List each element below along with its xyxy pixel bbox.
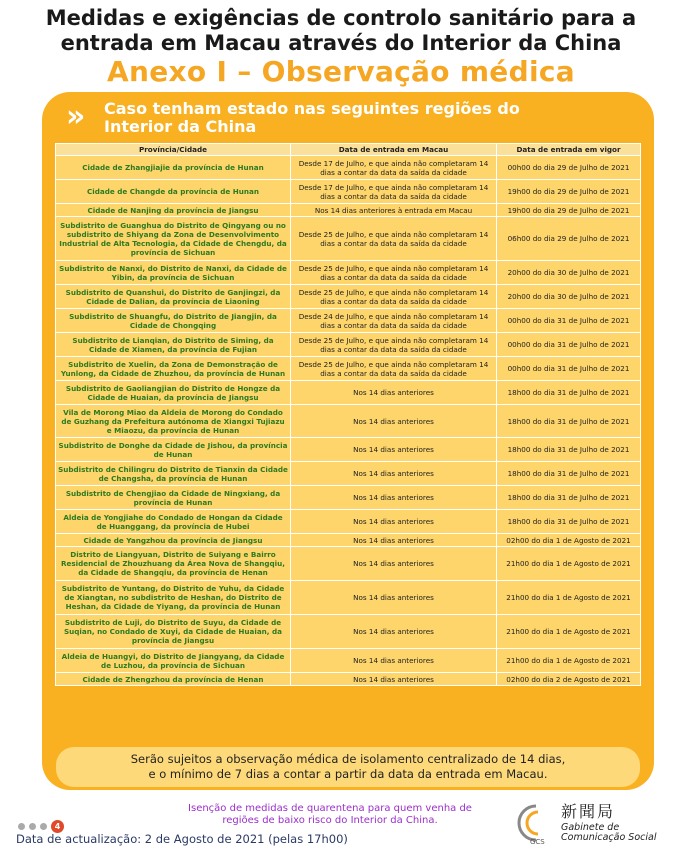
- table-row: [56, 285, 641, 309]
- table-row: [56, 462, 641, 486]
- cell-entry-date: Nos 14 dias anteriores: [291, 615, 497, 649]
- cell-province: Aldeia de Yongjiahe do Condado de Hongan da Cidade de Huanggang, da província de Hubei: [56, 510, 291, 534]
- cell-entry-date: Nos 14 dias anteriores: [291, 438, 497, 462]
- cell-effective-date: 20h00 do dia 30 de Julho de 2021: [497, 285, 641, 309]
- logo-portuguese-name: [561, 823, 656, 843]
- table-row: [56, 217, 641, 261]
- table-row: [56, 333, 641, 357]
- table-row: [56, 381, 641, 405]
- table-row: [56, 438, 641, 462]
- cell-entry-date: Desde 25 de Julho, e que ainda não completaram 14 dias a contar da data da saída da cidade: [291, 357, 497, 381]
- region-heading: [104, 100, 544, 136]
- table-row: [56, 649, 641, 673]
- cell-effective-date: 21h00 do dia 1 de Agosto de 2021: [497, 615, 641, 649]
- cell-effective-date: 02h00 do dia 2 de Agosto de 2021: [497, 673, 641, 686]
- cell-effective-date: 18h00 do dia 31 de Julho de 2021: [497, 405, 641, 438]
- table-row: [56, 261, 641, 285]
- cell-effective-date: 00h00 do dia 31 de Julho de 2021: [497, 333, 641, 357]
- cell-effective-date: 21h00 do dia 1 de Agosto de 2021: [497, 547, 641, 581]
- logo-portuguese-line-2: Comunicação Social: [561, 832, 657, 843]
- table-row: [56, 486, 641, 510]
- cell-province: Distrito de Liangyuan, Distrito de Suiyang e Bairro Residencial de Zhouzhuang da Área Nova de Shangqiu, da Cidade de Shangqiu, da província de Henan: [56, 547, 291, 581]
- cell-province: Subdistrito de Yuntang, do Distrito de Yuhu, da Cidade de Xiangtan, no subdistrito de Heshan, do Distrito de Heshan, da Cidade de Yiyang, da província de Hunan: [56, 581, 291, 615]
- exemption-link[interactable]: [150, 803, 510, 827]
- cell-province: Subdistrito de Lianqian, do Distrito de Siming, da Cidade de Xiamen, da província de Fujian: [56, 333, 291, 357]
- cell-effective-date: 00h00 do dia 31 de Julho de 2021: [497, 309, 641, 333]
- table-row: [56, 673, 641, 686]
- cell-province: Subdistrito de Quanshui, do Distrito de Ganjingzi, da Cidade de Dalian, da província de Liaoning: [56, 285, 291, 309]
- cell-effective-date: 00h00 do dia 29 de Julho de 2021: [497, 156, 641, 180]
- isolation-note: [56, 747, 640, 787]
- cell-entry-date: Nos 14 dias anteriores: [291, 649, 497, 673]
- cell-province: Subdistrito de Xuelin, da Zona de Demonstração de Yunlong, da Cidade de Zhuzhou, da província de Hunan: [56, 357, 291, 381]
- region-heading-line-2: Interior da China: [104, 117, 257, 136]
- regions-table: [55, 143, 641, 686]
- title-line-1: Medidas e exigências de controlo sanitário para a: [45, 6, 637, 30]
- logo-portuguese-line-1: Gabinete de: [561, 822, 620, 833]
- cell-entry-date: Desde 24 de Julho, e que ainda não completaram 14 dias a contar da data da saída da cidade: [291, 309, 497, 333]
- cell-province: Subdistrito de Chengjiao da Cidade de Ningxiang, da província de Hunan: [56, 486, 291, 510]
- table-row: [56, 204, 641, 217]
- logo-chinese-name: 新聞局: [561, 802, 616, 821]
- exemption-line-1: Isenção de medidas de quarentena para quem venha de: [188, 803, 472, 814]
- page-indicator: [18, 816, 68, 831]
- table-row: [56, 534, 641, 547]
- current-page-dot[interactable]: 4: [51, 820, 64, 833]
- table-row: [56, 156, 641, 180]
- table-row: [56, 581, 641, 615]
- page-title: [0, 6, 682, 56]
- column-header-entry-date: Data de entrada em Macau: [291, 144, 497, 156]
- title-line-2: entrada em Macau através do Interior da China: [60, 31, 622, 55]
- column-header-effective-date: Data de entrada em vigor: [497, 144, 641, 156]
- cell-entry-date: Nos 14 dias anteriores: [291, 381, 497, 405]
- cell-effective-date: 21h00 do dia 1 de Agosto de 2021: [497, 649, 641, 673]
- cell-province: Subdistrito de Guanghua do Distrito de Qingyang ou no subdistrito de Shiyang da Zona de Desenvolvimento Industrial de Alta Tecnologia, da Cidade de Chengdu, da província de Sichuan: [56, 217, 291, 261]
- page-dot[interactable]: [29, 823, 36, 830]
- cell-effective-date: 02h00 do dia 1 de Agosto de 2021: [497, 534, 641, 547]
- page-dot[interactable]: [18, 823, 25, 830]
- table-row: [56, 547, 641, 581]
- cell-effective-date: 21h00 do dia 1 de Agosto de 2021: [497, 581, 641, 615]
- cell-effective-date: 18h00 do dia 31 de Julho de 2021: [497, 510, 641, 534]
- cell-effective-date: 18h00 do dia 31 de Julho de 2021: [497, 438, 641, 462]
- cell-entry-date: Nos 14 dias anteriores: [291, 581, 497, 615]
- cell-entry-date: Nos 14 dias anteriores: [291, 486, 497, 510]
- cell-entry-date: Desde 17 de Julho, e que ainda não completaram 14 dias a contar da data da saída da cidade: [291, 180, 497, 204]
- update-date: Data de actualização: 2 de Agosto de 2021 (pelas 17h00): [16, 832, 348, 846]
- table-row: [56, 180, 641, 204]
- table-row: [56, 309, 641, 333]
- cell-effective-date: 20h00 do dia 30 de Julho de 2021: [497, 261, 641, 285]
- cell-province: Subdistrito de Nanxi, do Distrito de Nanxi, da Cidade de Yibin, da província de Sichuan: [56, 261, 291, 285]
- cell-effective-date: 06h00 do dia 29 de Julho de 2021: [497, 217, 641, 261]
- page-dot[interactable]: [40, 823, 47, 830]
- isolation-note-line-1: Serão sujeitos a observação médica de isolamento centralizado de 14 dias,: [130, 752, 566, 766]
- table-row: [56, 357, 641, 381]
- cell-province: Cidade de Nanjing da província de Jiangsu: [56, 204, 291, 217]
- cell-province: Subdistrito de Donghe da Cidade de Jishou, da província de Hunan: [56, 438, 291, 462]
- cell-effective-date: 18h00 do dia 31 de Julho de 2021: [497, 486, 641, 510]
- cell-province: Subdistrito de Gaoliangjian do Distrito de Hongze da Cidade de Huaian, da província de Jiangsu: [56, 381, 291, 405]
- cell-province: Subdistrito de Shuangfu, do Distrito de Jiangjin, da Cidade de Chongqing: [56, 309, 291, 333]
- cell-entry-date: Desde 25 de Julho, e que ainda não completaram 14 dias a contar da data da saída da cidade: [291, 261, 497, 285]
- column-header-province: Província/Cidade: [56, 144, 291, 156]
- chevron-right-icon: »: [66, 99, 78, 134]
- cell-effective-date: 18h00 do dia 31 de Julho de 2021: [497, 462, 641, 486]
- cell-province: Cidade de Zhangjiajie da província de Hunan: [56, 156, 291, 180]
- table-header-row: [56, 144, 641, 156]
- cell-entry-date: Nos 14 dias anteriores: [291, 534, 497, 547]
- cell-entry-date: Desde 25 de Julho, e que ainda não completaram 14 dias a contar da data da saída da cidade: [291, 333, 497, 357]
- cell-entry-date: Nos 14 dias anteriores: [291, 673, 497, 686]
- table-row: [56, 615, 641, 649]
- isolation-note-line-2: e o mínimo de 7 dias a contar a partir da data da entrada em Macau.: [148, 767, 548, 781]
- cell-entry-date: Nos 14 dias anteriores: [291, 462, 497, 486]
- logo-mark-text: GCS: [530, 838, 545, 846]
- cell-entry-date: Nos 14 dias anteriores: [291, 547, 497, 581]
- cell-province: Cidade de Zhengzhou da província de Henan: [56, 673, 291, 686]
- cell-entry-date: Nos 14 dias anteriores à entrada em Macau: [291, 204, 497, 217]
- annex-heading: Anexo I – Observação médica: [107, 55, 575, 88]
- table-row: [56, 405, 641, 438]
- cell-effective-date: 00h00 do dia 31 de Julho de 2021: [497, 357, 641, 381]
- cell-entry-date: Desde 17 de Julho, e que ainda não completaram 14 dias a contar da data da saída da cidade: [291, 156, 497, 180]
- cell-effective-date: 19h00 do dia 29 de Julho de 2021: [497, 204, 641, 217]
- cell-entry-date: Nos 14 dias anteriores: [291, 405, 497, 438]
- cell-effective-date: 19h00 do dia 29 de Julho de 2021: [497, 180, 641, 204]
- exemption-line-2: regiões de baixo risco do Interior da China.: [222, 815, 438, 826]
- cell-entry-date: Desde 25 de Julho, e que ainda não completaram 14 dias a contar da data da saída da cidade: [291, 285, 497, 309]
- cell-effective-date: 18h00 do dia 31 de Julho de 2021: [497, 381, 641, 405]
- cell-province: Vila de Morong Miao da Aldeia de Morong do Condado de Guzhang da Prefeitura autónoma de Xiangxi Tujiazu e Miaozu, da província de Hunan: [56, 405, 291, 438]
- gcs-logo-icon: [514, 800, 554, 846]
- cell-province: Subdistrito de Chilingru do Distrito de Tianxin da Cidade de Changsha, da província de Hunan: [56, 462, 291, 486]
- cell-province: Cidade de Changde da província de Hunan: [56, 180, 291, 204]
- cell-province: Aldeia de Huangyi, do Distrito de Jiangyang, da Cidade de Luzhou, da província de Sichuan: [56, 649, 291, 673]
- cell-entry-date: Desde 25 de Julho, e que ainda não completaram 14 dias a contar da data da saída da cidade: [291, 217, 497, 261]
- cell-entry-date: Nos 14 dias anteriores: [291, 510, 497, 534]
- cell-province: Cidade de Yangzhou da província de Jiangsu: [56, 534, 291, 547]
- table-row: [56, 510, 641, 534]
- region-heading-line-1: Caso tenham estado nas seguintes regiões do: [104, 99, 520, 118]
- cell-province: Subdistrito de Luji, do Distrito de Suyu, da Cidade de Suqian, no Condado de Xuyi, da Cidade de Huaian, da província de Jiangsu: [56, 615, 291, 649]
